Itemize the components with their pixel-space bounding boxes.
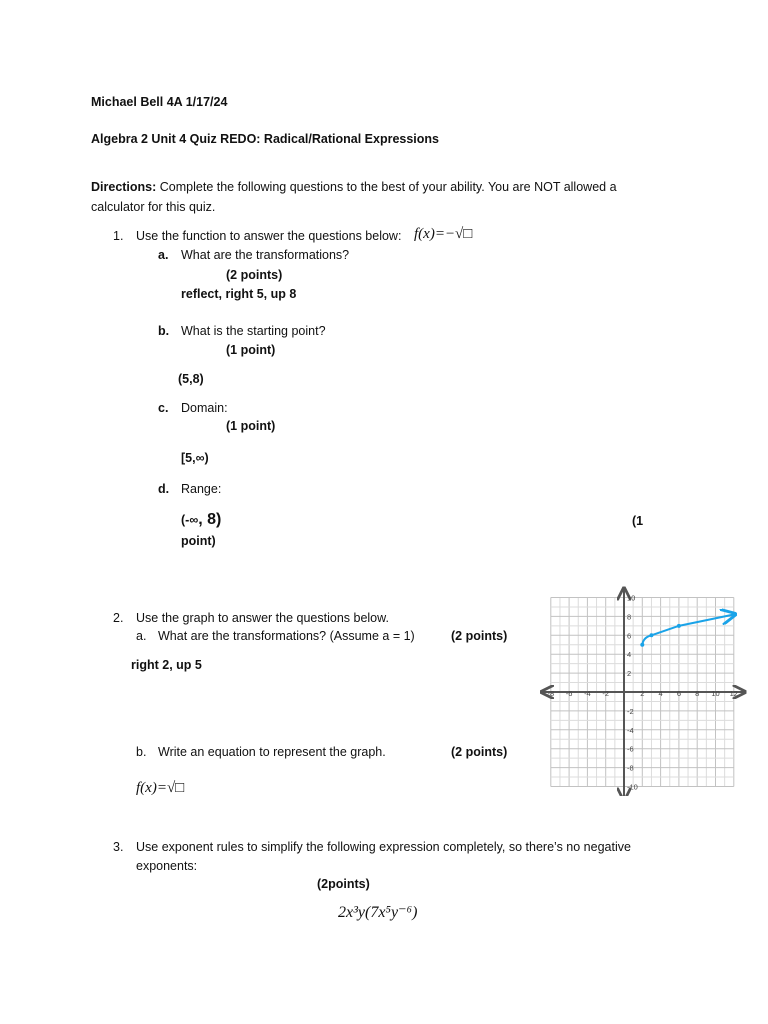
quiz-title: Algebra 2 Unit 4 Quiz REDO: Radical/Rational Expressions [91, 132, 439, 146]
directions-text: Complete the following questions to the best of your ability. You are NOT allowed a [156, 180, 617, 194]
q1c-points: (1 point) [226, 419, 276, 433]
x-tick-label: 8 [695, 689, 700, 698]
q3-prompt-line-2: exponents: [136, 859, 198, 873]
q2b-question: Write an equation to represent the graph. [158, 745, 386, 759]
q3-points: (2points) [317, 877, 370, 891]
y-tick-label: -6 [627, 744, 634, 754]
q1d-points-line-2: point) [181, 534, 216, 548]
q1d-answer-part2: , 8) [198, 511, 222, 528]
y-tick-label: -8 [627, 763, 634, 773]
q1b-answer: (5,8) [178, 372, 204, 386]
y-tick-label: -10 [627, 782, 638, 792]
q2b-letter: b. [136, 745, 147, 759]
q1-function: f(x)=−√□ [414, 226, 473, 242]
q1b-letter: b. [158, 324, 170, 338]
q1-number: 1. [113, 229, 124, 243]
y-tick-label: -2 [627, 706, 634, 716]
directions-line-2: calculator for this quiz. [91, 200, 216, 214]
q1d-question: Range: [181, 482, 222, 496]
x-tick-label: 2 [640, 689, 645, 698]
y-tick-label: -4 [627, 725, 634, 735]
directions-label: Directions: [91, 180, 157, 194]
student-info: Michael Bell 4A 1/17/24 [91, 95, 228, 109]
q2-number: 2. [113, 611, 124, 625]
q1-prompt: Use the function to answer the questions below: [136, 229, 402, 243]
x-tick-label: 12 [729, 689, 738, 698]
q2b-answer: f(x)=√□ [136, 780, 185, 796]
q2a-letter: a. [136, 629, 147, 643]
q1d-points-line-1: (1 [632, 514, 644, 528]
x-tick-label: -8 [547, 689, 555, 698]
curve-point [640, 643, 644, 647]
q1c-letter: c. [158, 401, 169, 415]
q1c-question: Domain: [181, 401, 228, 415]
y-tick-label: 8 [627, 612, 632, 622]
x-tick-label: -2 [602, 689, 610, 698]
q2a-answer: right 2, up 5 [131, 658, 202, 672]
q2a-question: What are the transformations? (Assume a = 1) [158, 629, 415, 643]
q1d-letter: d. [158, 482, 170, 496]
q1a-letter: a. [158, 248, 169, 262]
x-tick-label: -6 [565, 689, 573, 698]
q2-prompt: Use the graph to answer the questions below. [136, 611, 389, 625]
q2a-points: (2 points) [451, 629, 508, 643]
x-tick-label: -4 [584, 689, 591, 698]
q3-expression: 2x³y(7x⁵y⁻⁶) [338, 904, 418, 921]
q1b-points: (1 point) [226, 343, 276, 357]
y-tick-label: 10 [627, 593, 636, 603]
y-tick-label: 4 [627, 650, 632, 660]
x-tick-labels [547, 689, 738, 698]
y-tick-label: 6 [627, 631, 632, 641]
x-tick-label: 6 [676, 689, 681, 698]
q3-number: 3. [113, 840, 124, 854]
y-tick-label: 2 [627, 669, 632, 679]
q1d-answer [181, 512, 221, 528]
q1c-answer: [5,∞) [181, 451, 209, 465]
q1a-question: What are the transformations? [181, 248, 350, 262]
q3-prompt-line-1: Use exponent rules to simplify the following expression completely, so there’s no negative [136, 840, 631, 854]
x-tick-label: 4 [658, 689, 663, 698]
q1a-answer: reflect, right 5, up 8 [181, 287, 297, 301]
q1d-answer-part1: (-∞ [181, 513, 199, 527]
directions-line-1 [91, 179, 617, 195]
q1a-points: (2 points) [226, 268, 283, 282]
curve-point [677, 624, 681, 628]
q2b-points: (2 points) [451, 745, 508, 759]
x-tick-label: 10 [711, 689, 720, 698]
coordinate-graph [536, 576, 752, 796]
q1b-question: What is the starting point? [181, 324, 326, 338]
curve-point [649, 633, 653, 637]
